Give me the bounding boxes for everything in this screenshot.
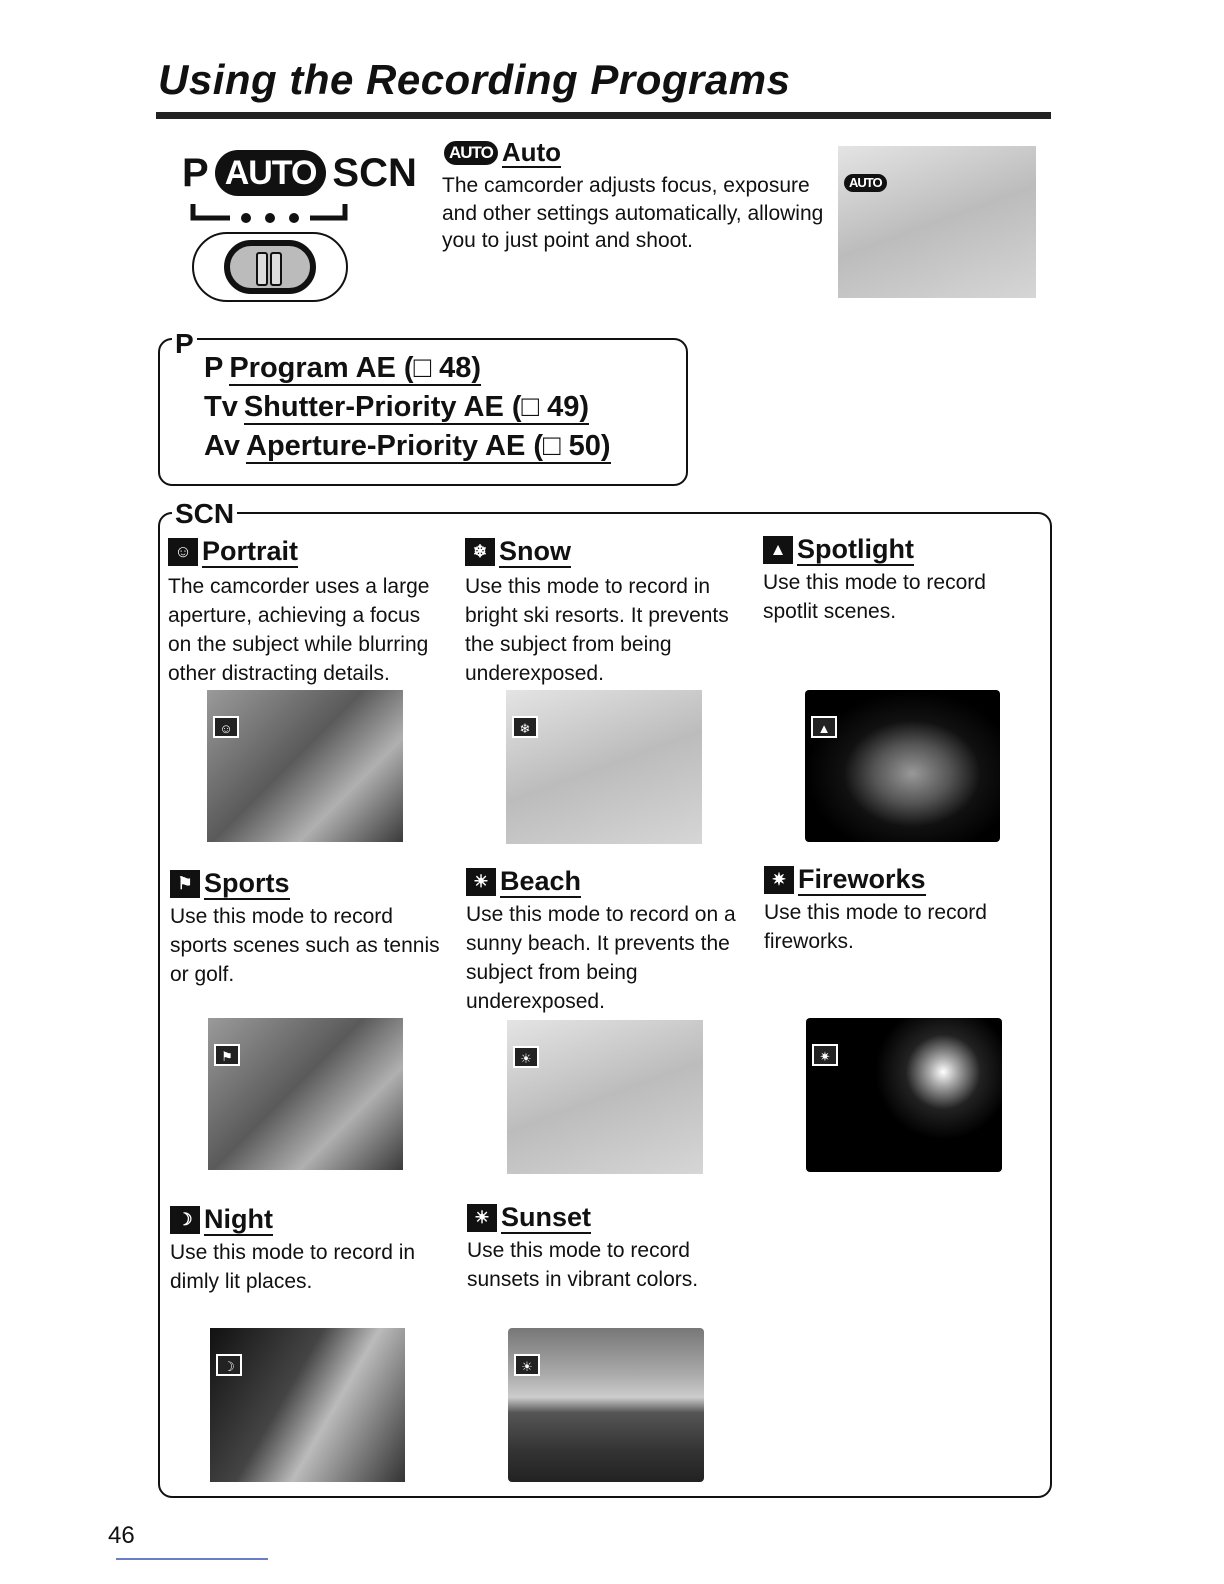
auto-photo-badge: AUTO <box>844 174 887 192</box>
dial-auto-label: AUTO <box>215 150 327 196</box>
beach-description: Use this mode to record on a sunny beach. It prevents the subject from being underexposed. <box>466 903 736 1013</box>
spotlight-heading <box>763 534 1043 566</box>
spotlight-title: Spotlight <box>797 534 914 564</box>
footer-rule <box>116 1558 268 1560</box>
spotlight-description: Use this mode to record spotlit scenes. <box>763 571 986 623</box>
sunset-icon: ☀ <box>514 1354 540 1376</box>
p-mode-list <box>204 352 611 469</box>
portrait-section <box>168 536 448 688</box>
beach-icon: ☀ <box>466 868 496 896</box>
beach-icon: ☀ <box>513 1046 539 1068</box>
mode-switch-knob <box>224 240 316 294</box>
sports-heading <box>170 868 450 900</box>
night-title: Night <box>204 1204 273 1234</box>
sports-icon: ⚑ <box>170 870 200 898</box>
portrait-icon: ☺ <box>168 538 198 566</box>
night-icon: ☽ <box>216 1354 242 1376</box>
p-mode-link[interactable]: Program AE (□ 48) <box>229 352 482 384</box>
auto-heading-text: Auto <box>501 137 562 167</box>
auto-photo <box>838 146 1036 298</box>
page-title: Using the Recording Programs <box>158 56 791 103</box>
fireworks-section <box>764 864 1044 956</box>
p-mode-abbr: Tv <box>204 391 238 423</box>
night-description: Use this mode to record in dimly lit places. <box>170 1241 416 1293</box>
spotlight-photo <box>805 690 1000 842</box>
p-box-label: P <box>172 328 197 360</box>
beach-section <box>466 866 746 1016</box>
night-icon: ☽ <box>170 1206 200 1234</box>
p-mode-abbr: P <box>204 352 224 384</box>
dial-position-marks <box>190 198 350 224</box>
snow-section <box>465 536 745 688</box>
portrait-description: The camcorder uses a large aperture, achieving a focus on the subject while blurring other distracting details. <box>168 575 430 685</box>
sports-icon: ⚑ <box>214 1044 240 1066</box>
sunset-section <box>467 1202 747 1294</box>
spotlight-section <box>763 534 1043 626</box>
p-mode-item <box>204 430 611 469</box>
fireworks-title: Fireworks <box>798 864 926 894</box>
snow-description: Use this mode to record in bright ski resorts. It prevents the subject from being underexposed. <box>465 575 729 685</box>
p-mode-link[interactable]: Aperture-Priority AE (□ 50) <box>246 430 611 462</box>
fireworks-icon: ✷ <box>764 866 794 894</box>
snow-photo <box>506 690 702 844</box>
sunset-heading <box>467 1202 747 1234</box>
scn-box-label: SCN <box>172 498 237 530</box>
snow-icon: ❄ <box>465 538 495 566</box>
portrait-photo <box>207 690 403 842</box>
sunset-photo <box>508 1328 704 1482</box>
snow-heading <box>465 536 745 568</box>
snow-title: Snow <box>499 536 571 566</box>
sunset-title: Sunset <box>501 1202 592 1232</box>
sunset-icon: ☀ <box>467 1204 497 1232</box>
snow-icon: ❄ <box>512 716 538 738</box>
night-photo <box>210 1328 405 1482</box>
sports-title: Sports <box>204 868 290 898</box>
auto-heading <box>444 138 561 168</box>
sports-photo <box>208 1018 403 1170</box>
portrait-title: Portrait <box>202 536 299 566</box>
mode-switch <box>192 232 348 302</box>
beach-heading <box>466 866 746 898</box>
p-mode-item <box>204 391 611 430</box>
spotlight-icon: ▲ <box>811 716 837 738</box>
title-rule <box>156 112 1051 119</box>
p-mode-link[interactable]: Shutter-Priority AE (□ 49) <box>243 391 589 423</box>
page-number: 46 <box>108 1522 135 1549</box>
beach-photo <box>507 1020 703 1174</box>
night-heading <box>170 1204 450 1236</box>
sports-section <box>170 868 450 989</box>
fireworks-heading <box>764 864 1044 896</box>
mode-dial-labels <box>182 150 417 196</box>
dial-p-label: P <box>182 150 209 195</box>
fireworks-description: Use this mode to record fireworks. <box>764 901 987 953</box>
dial-scn-label: SCN <box>332 150 417 195</box>
auto-icon: AUTO <box>444 141 498 165</box>
sports-description: Use this mode to record sports scenes such as tennis or golf. <box>170 905 440 986</box>
portrait-heading <box>168 536 448 568</box>
fireworks-photo <box>806 1018 1002 1172</box>
sunset-description: Use this mode to record sunsets in vibrant colors. <box>467 1239 699 1291</box>
fireworks-icon: ✷ <box>812 1044 838 1066</box>
auto-description: The camcorder adjusts focus, exposure and other settings automatically, allowing you to just point and shoot. <box>442 174 824 253</box>
p-mode-abbr: Av <box>204 430 240 462</box>
portrait-icon: ☺ <box>213 716 239 738</box>
spotlight-icon: ▲ <box>763 536 793 564</box>
p-mode-item <box>204 352 611 391</box>
beach-title: Beach <box>500 866 582 896</box>
night-section <box>170 1204 450 1296</box>
